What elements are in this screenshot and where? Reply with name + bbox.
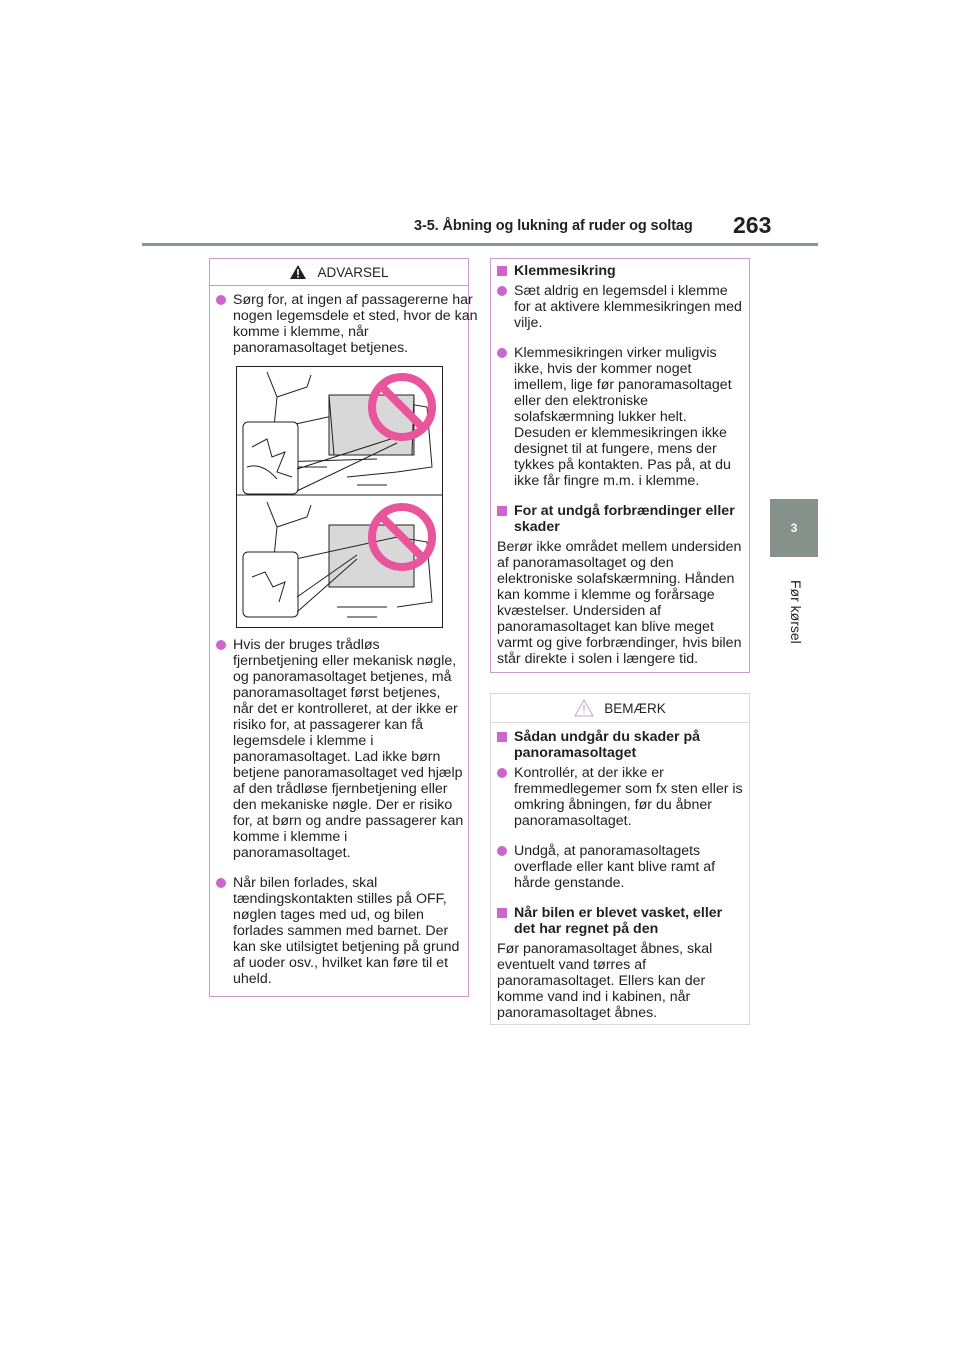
right-box-content (491, 259, 749, 667)
warning-heading: ADVARSEL (317, 264, 389, 280)
note-content (491, 723, 749, 1021)
right-info-box (490, 258, 750, 673)
body-text: Berør ikke området mellem undersiden af panoramasoltaget og den elektroniske solafskærmning. Hånden kan komme i klemme og forårsage kvæstelser. Undersiden af panoramasoltaget kan blive meget varmt og give forbrændinger, hvis bilen står direkte i solen i længere tid. (497, 539, 742, 667)
warning-content (210, 286, 478, 356)
section-heading: Klemmesikring (495, 263, 743, 279)
chapter-tab (770, 499, 818, 557)
note-header (491, 694, 749, 723)
sunroof-illustration (236, 366, 443, 628)
note-heading: BEMÆRK (604, 700, 666, 716)
section-heading: Sådan undgår du skader på panoramasoltaget (495, 729, 743, 761)
warning-header (210, 259, 468, 286)
chapter-side-label: Før kørsel (788, 580, 804, 644)
warning-item: Sørg for, at ingen af passagererne har nogen legemsdele et sted, hvor de kan komme i klemme, når panoramasoltaget betjenes. (214, 292, 479, 356)
page-number: 263 (733, 212, 772, 238)
list-item: Undgå, at panoramasoltagets overflade eller kant blive ramt af hårde genstande. (495, 843, 743, 891)
list-item: Klemmesikringen virker muligvis ikke, hvis der kommer noget imellem, lige før panoramasoltaget eller den elektroniske solafskærmning lukker helt. Desuden er klemmesikringen ikke designet til at fungere, mens der tykkes på kontakten. Pas på, at du ikke får fingre m.m. i klemme. (495, 345, 743, 489)
caution-triangle-icon (574, 699, 594, 717)
section-title: 3-5. Åbning og lukning af ruder og soltag (414, 218, 693, 234)
chapter-number: 3 (790, 521, 798, 535)
section-heading: Når bilen er blevet vasket, eller det har regnet på den (495, 905, 743, 937)
warning-content-2 (214, 637, 464, 987)
warning-triangle-icon (289, 264, 307, 280)
list-item: Sæt aldrig en legemsdel i klemme for at aktivere klemmesikringen med vilje. (495, 283, 743, 331)
body-text: Før panoramasoltaget åbnes, skal eventuelt vand tørres af panoramasoltaget. Ellers kan der komme vand ind i kabinen, når panoramasoltaget åbnes. (497, 941, 713, 1021)
warning-item: Hvis der bruges trådløs fjernbetjening eller mekanisk nøgle, og panoramasoltaget betjenes, må panoramasoltaget først betjenes, når det er kontrolleret, at der ikke er risiko for, at passagerer kan få legemsdele i klemme i panoramasoltaget. Lad ikke børn betjene panoramasoltaget ved hjælp af den trådløse fjernbetjening eller den mekaniske nøgle. Der er risiko for, at børn og andre passagerer kan komme i klemme i panoramasoltaget. (214, 637, 464, 861)
section-heading: For at undgå forbrændinger eller skader (495, 503, 743, 535)
warning-item: Når bilen forlades, skal tændingskontakten stilles på OFF, nøglen tages med ud, og bilen forlades sammen med barnet. Der kan ske utilsigtet betjening på grund af uoder osv., hvilket kan føre til et uheld. (214, 875, 464, 987)
note-box (490, 693, 750, 1025)
header-rule (142, 243, 818, 246)
list-item: Kontrollér, at der ikke er fremmedlegemer som fx sten eller is omkring åbningen, før du åbner panoramasoltaget. (495, 765, 743, 829)
